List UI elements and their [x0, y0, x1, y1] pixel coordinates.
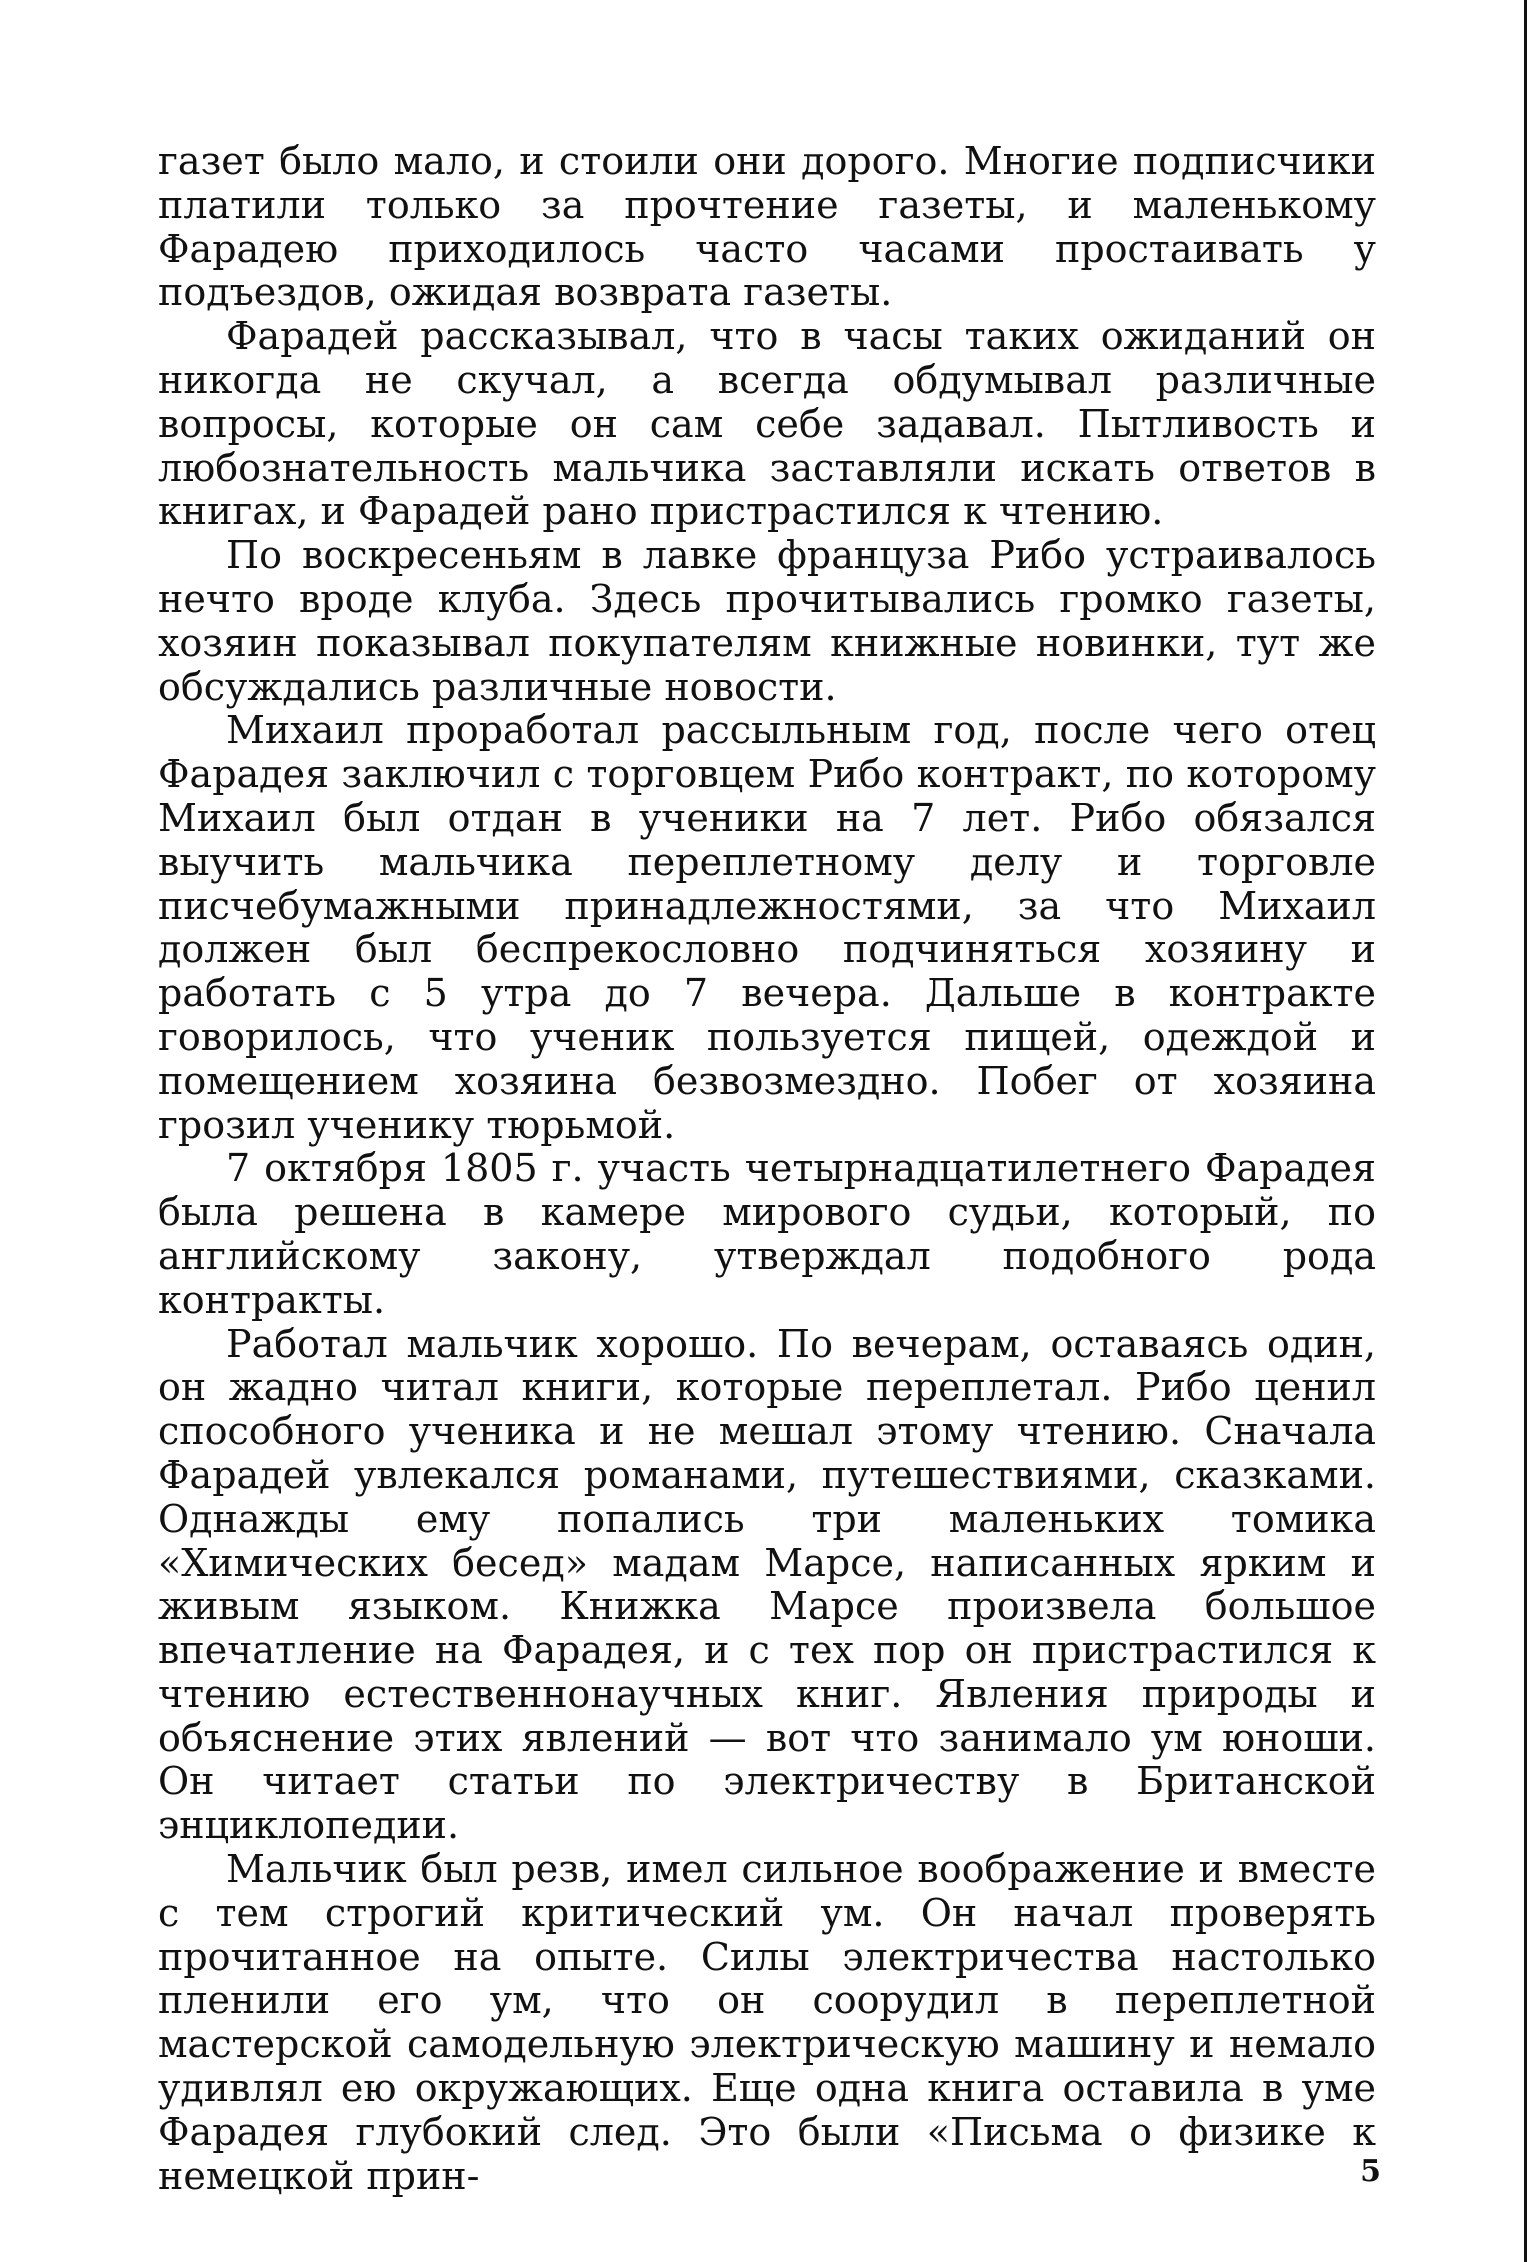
paragraph-5: 7 октября 1805 г. участь четырнадцатилетнего Фарадея была решена в камере мирового судьи, который, по английскому закону, утверждал подобного рода контракты.	[158, 1146, 1376, 1322]
paragraph-7: Мальчик был резв, имел сильное воображение и вместе с тем строгий критический ум. Он начал проверять прочитанное на опыте. Силы электричества настолько пленили его ум, что он соорудил в переплетной мастерской самодельную электрическую машину и немало удивлял ею окружающих. Еще одна книга оставила в уме Фарадея глубокий след. Это были «Письма о физике к немецкой прин-	[158, 1847, 1376, 2198]
paragraph-4: Михаил проработал рассыльным год, после чего отец Фарадея заключил с торговцем Рибо контракт, по которому Михаил был отдан в ученики на 7 лет. Рибо обязался выучить мальчика переплетному делу и торговле писчебумажными принадлежностями, за что Михаил должен был беспрекословно подчиняться хозяину и работать с 5 утра до 7 вечера. Дальше в контракте говорилось, что ученик пользуется пищей, одеждой и помещением хозяина безвозмездно. Побег от хозяина грозил ученику тюрьмой.	[158, 708, 1376, 1147]
paragraph-6: Работал мальчик хорошо. По вечерам, оставаясь один, он жадно читал книги, которые переплетал. Рибо ценил способного ученика и не мешал этому чтению. Сначала Фарадей увлекался романами, путешествиями, сказками. Однажды ему попались три маленьких томика «Химических бесед» мадам Марсе, написанных ярким и живым языком. Книжка Марсе произвела большое впечатление на Фарадея, и с тех пор он пристрастился к чтению естественнонаучных книг. Явления природы и объяснение этих явлений — вот что занимало ум юноши. Он читает статьи по электричеству в Британской энциклопедии.	[158, 1321, 1376, 1848]
page-edge-line	[1524, 0, 1527, 2262]
paragraph-2: Фарадей рассказывал, что в часы таких ожиданий он никогда не скучал, а всегда обдумывал различные вопросы, которые он сам себе задавал. Пытливость и любознательность мальчика заставляли искать ответов в книгах, и Фарадей рано пристрастился к чтению.	[158, 314, 1376, 534]
paragraph-3: По воскресеньям в лавке француза Рибо устраивалось нечто вроде клуба. Здесь прочитывались громко газеты, хозяин показывал покупателям книжные новинки, тут же обсуждались различные новости.	[158, 533, 1376, 709]
paragraph-1: газет было мало, и стоили они дорого. Многие подписчики платили только за прочтение газеты, и маленькому Фарадею приходилось часто часами простаивать у подъездов, ожидая возврата газеты.	[158, 139, 1376, 315]
page-number: 5	[1360, 2154, 1381, 2189]
body-text	[158, 140, 1376, 2198]
